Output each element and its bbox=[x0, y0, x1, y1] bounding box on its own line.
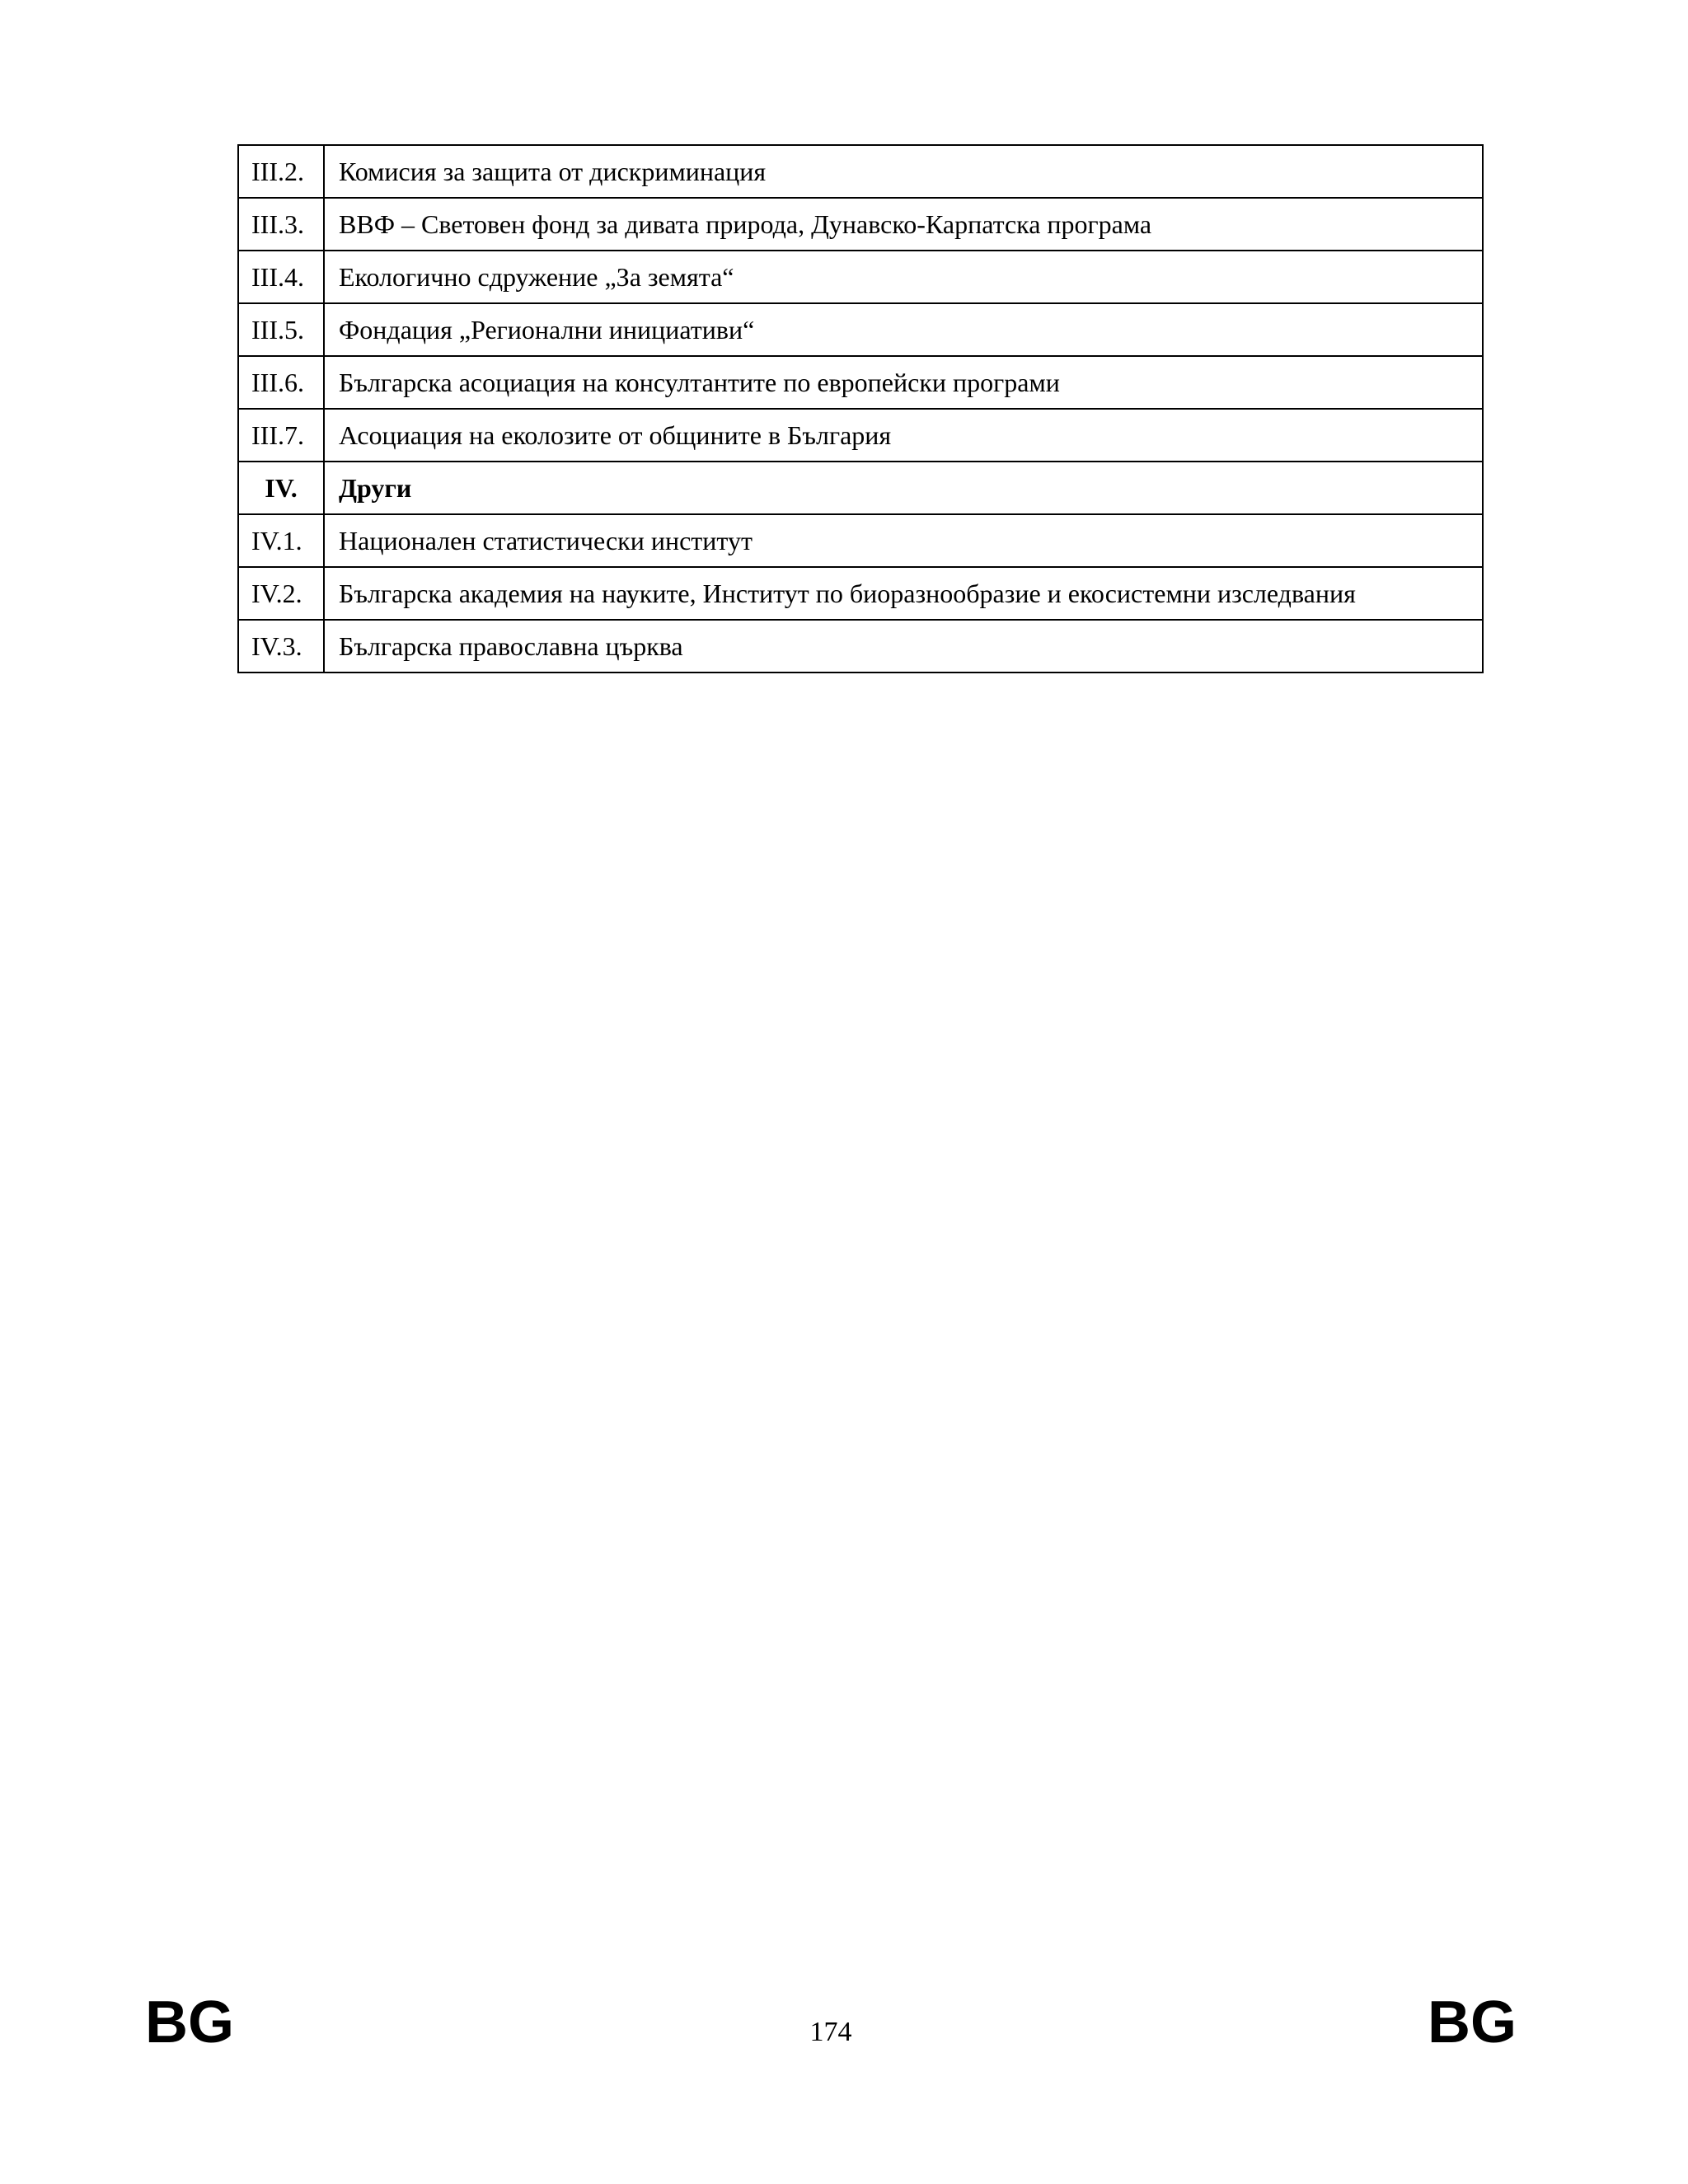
organizations-table bbox=[237, 144, 1484, 673]
row-text: ВВФ – Световен фонд за дивата природа, Дунавско-Карпатска програма bbox=[324, 198, 1483, 251]
page-number: 174 bbox=[809, 2017, 852, 2047]
language-marker-right: BG bbox=[1428, 1990, 1517, 2055]
section-heading-row bbox=[238, 462, 1483, 514]
row-text: Фондация „Регионални инициативи“ bbox=[324, 303, 1483, 356]
row-text: Комисия за защита от дискриминация bbox=[324, 145, 1483, 198]
row-number: III.7. bbox=[238, 409, 324, 462]
section-title: Други bbox=[324, 462, 1483, 514]
row-text: Асоциация на еколозите от общините в България bbox=[324, 409, 1483, 462]
language-marker-left: BG bbox=[145, 1990, 234, 2055]
row-number: III.5. bbox=[238, 303, 324, 356]
table-row bbox=[238, 620, 1483, 673]
row-number: III.6. bbox=[238, 356, 324, 409]
row-text: Екологично сдружение „За земята“ bbox=[324, 251, 1483, 303]
table-row bbox=[238, 514, 1483, 567]
table-row bbox=[238, 356, 1483, 409]
table-row bbox=[238, 567, 1483, 620]
section-number: IV. bbox=[238, 462, 324, 514]
table-row bbox=[238, 145, 1483, 198]
row-number: IV.1. bbox=[238, 514, 324, 567]
table-row bbox=[238, 251, 1483, 303]
table-row bbox=[238, 409, 1483, 462]
row-number: III.2. bbox=[238, 145, 324, 198]
row-number: IV.2. bbox=[238, 567, 324, 620]
table-row bbox=[238, 198, 1483, 251]
row-text: Българска православна църква bbox=[324, 620, 1483, 673]
table-row bbox=[238, 303, 1483, 356]
row-text: Национален статистически институт bbox=[324, 514, 1483, 567]
row-text: Българска академия на науките, Институт по биоразнообразие и екосистемни изследвания bbox=[324, 567, 1483, 620]
row-number: III.3. bbox=[238, 198, 324, 251]
row-number: IV.3. bbox=[238, 620, 324, 673]
row-text: Българска асоциация на консултантите по европейски програми bbox=[324, 356, 1483, 409]
row-number: III.4. bbox=[238, 251, 324, 303]
